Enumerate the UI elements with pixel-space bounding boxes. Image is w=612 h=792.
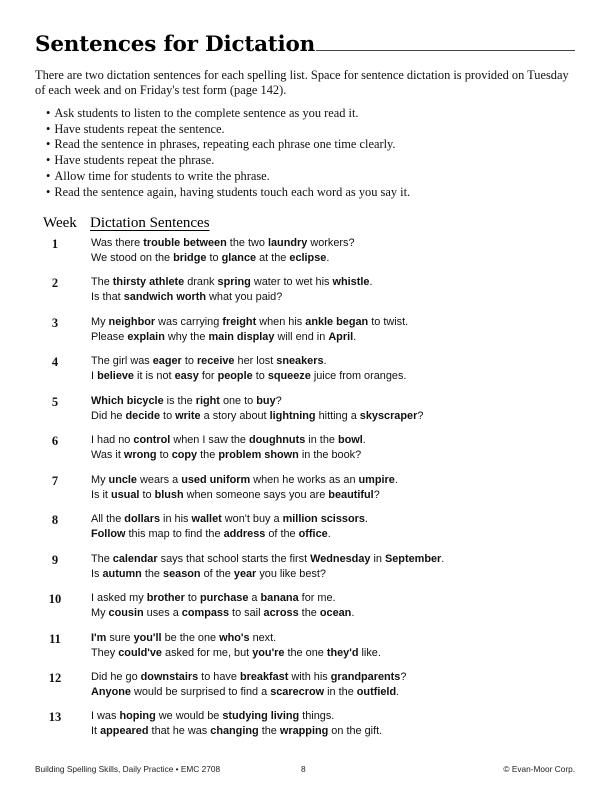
instruction-item: • Have students repeat the phrase.	[46, 153, 576, 169]
spelling-word: problem shown	[218, 449, 299, 462]
sentence-text: Is	[91, 567, 103, 580]
footer-book-title: Building Spelling Skills, Daily Practice • EMC 2708	[35, 764, 221, 774]
sentence-text: why the	[164, 330, 209, 343]
sentence-text: like.	[358, 646, 381, 659]
spelling-word: changing	[210, 725, 259, 738]
instruction-item: • Read the sentence again, having students touch each word as you say it.	[46, 185, 576, 201]
intro-paragraph: There are two dictation sentences for each spelling list. Space for sentence dictation is provided on Tuesday of each week and on Friday's test form (page 142).	[35, 68, 569, 97]
spelling-word: Anyone	[91, 685, 131, 698]
spelling-word: glance	[221, 252, 257, 264]
sentence-text: of the	[265, 528, 299, 541]
spelling-word: sandwich worth	[123, 291, 206, 304]
spelling-word: uncle	[108, 473, 137, 486]
sentence-text: says that school starts the first	[157, 552, 311, 565]
sentence-text: .	[364, 513, 368, 526]
spelling-word: right	[195, 394, 220, 407]
sentence-text: drank	[184, 276, 218, 289]
dictation-sentence	[91, 409, 591, 425]
sentence-text: .	[369, 276, 373, 289]
sentence-text: at the	[256, 252, 290, 264]
sentence-text: sure	[106, 631, 134, 644]
sentence-text: to have	[198, 670, 240, 683]
sentence-text: .	[441, 552, 445, 565]
sentence-text: ?	[400, 670, 407, 683]
week-number: 13	[48, 710, 62, 725]
spelling-word: breakfast	[239, 670, 289, 683]
dictation-sentence	[91, 275, 591, 291]
sentence-text: when someone says you are	[183, 488, 329, 501]
dictation-sentence	[91, 685, 591, 701]
sentence-text: I had no	[91, 434, 134, 447]
dictation-sentence	[91, 354, 591, 370]
sentence-text: the	[258, 725, 280, 738]
footer-page-number: 8	[301, 764, 306, 774]
sentence-text: in the book?	[298, 449, 362, 462]
spelling-word: April	[328, 330, 354, 343]
sentence-text: to	[139, 488, 155, 501]
sentence-text: for me.	[298, 592, 336, 605]
spelling-word: squeeze	[267, 370, 311, 383]
sentence-text: when he works as an	[250, 473, 359, 486]
sentence-text: wears a	[137, 473, 182, 486]
sentence-text: hitting a	[315, 409, 360, 422]
sentence-text: .	[326, 252, 330, 264]
spelling-word: grandparents	[330, 670, 401, 683]
table-row	[0, 473, 612, 507]
spelling-word: scarecrow	[270, 685, 325, 698]
sentence-text: .	[396, 685, 400, 698]
spelling-word: laundry	[267, 237, 308, 249]
sentence-text: was carrying	[155, 315, 223, 328]
spelling-word: main display	[208, 330, 275, 343]
spelling-word: whistle	[332, 276, 370, 289]
week-number: 8	[51, 513, 59, 528]
sentence-text: her lost	[234, 355, 277, 368]
spelling-word: skyscraper	[359, 409, 418, 422]
sentence-text: a story about	[200, 409, 270, 422]
sentence-text: asked for me, but	[162, 646, 253, 659]
dictation-sentence	[91, 330, 591, 346]
sentence-text: Was there	[91, 237, 144, 249]
sentence-text: things.	[299, 710, 335, 723]
spelling-word: appeared	[100, 725, 149, 738]
sentence-text: The girl was	[91, 355, 153, 368]
dictation-sentence	[91, 512, 591, 528]
spelling-word: freight	[222, 315, 257, 328]
spelling-word: sneakers	[276, 355, 324, 368]
sentence-text: the	[141, 567, 164, 580]
dictation-sentence	[91, 448, 591, 464]
dictation-sentence	[91, 473, 591, 489]
sentence-text: We stood on the	[91, 252, 174, 264]
spelling-word: explain	[127, 330, 165, 343]
table-row	[0, 236, 612, 270]
sentence-text: the two	[226, 237, 268, 249]
spelling-word: people	[217, 370, 253, 383]
sentence-text: to	[160, 409, 176, 422]
week-number: 11	[49, 631, 61, 646]
week-number: 3	[51, 315, 59, 330]
spelling-word: believe	[97, 370, 134, 383]
spelling-word: thirsty athlete	[112, 276, 185, 289]
sentence-text: .	[327, 528, 331, 541]
sentence-text: the	[298, 607, 320, 620]
dictation-sentence	[91, 724, 591, 740]
dictation-sentence	[91, 567, 591, 583]
dictation-sentence	[91, 290, 591, 306]
spelling-word: Which bicycle	[91, 394, 164, 407]
dictation-sentence	[91, 488, 591, 504]
table-row	[0, 315, 612, 349]
week-number: 12	[48, 670, 62, 685]
spelling-word: lightning	[269, 409, 316, 422]
sentence-text: My	[91, 607, 109, 620]
sentence-text: ?	[275, 394, 282, 407]
sentence-text: we would be	[155, 710, 223, 723]
week-number: 10	[48, 592, 62, 607]
dictation-sentence	[91, 527, 591, 543]
table-row	[0, 354, 612, 388]
dictation-sentence	[91, 709, 591, 725]
dictation-sentence	[91, 394, 591, 410]
sentence-text: in his	[160, 513, 192, 526]
spelling-word: season	[163, 567, 201, 580]
spelling-word: could've	[118, 646, 162, 659]
spelling-word: spring	[217, 276, 251, 289]
dictation-sentence	[91, 646, 591, 662]
sentence-text: for	[198, 370, 218, 383]
sentence-text: The	[91, 276, 113, 289]
spelling-word: wrong	[123, 449, 157, 462]
table-row	[0, 670, 612, 704]
sentence-text: the	[197, 449, 219, 462]
spelling-word: calendar	[112, 552, 158, 565]
title-row	[35, 32, 575, 62]
dictation-sentence	[91, 552, 591, 568]
sentence-text: in the	[324, 685, 357, 698]
page-title: Sentences for Dictation	[35, 32, 316, 57]
week-number: 7	[51, 473, 59, 488]
spelling-word: decide	[125, 409, 161, 422]
sentence-text: the one	[284, 646, 327, 659]
sentence-text: you like best?	[256, 567, 326, 580]
table-row	[0, 433, 612, 467]
sentence-text: My	[91, 315, 109, 328]
sentence-text: one to	[219, 394, 257, 407]
spelling-word: easy	[174, 370, 199, 383]
spelling-word: compass	[181, 607, 230, 620]
dictation-sentence	[91, 236, 591, 252]
spelling-word: you're	[252, 646, 285, 659]
spelling-word: they'd	[326, 646, 359, 659]
sentence-text: Did he go	[91, 670, 141, 683]
spelling-word: Follow	[91, 528, 126, 541]
sentence-text: to	[252, 370, 268, 383]
sentence-text: workers?	[307, 237, 355, 249]
table-row	[0, 591, 612, 625]
week-column-header: Week	[43, 215, 77, 231]
spelling-word: address	[223, 528, 266, 541]
sentence-text: a	[248, 592, 261, 605]
table-row	[0, 552, 612, 586]
instruction-item: • Have students repeat the sentence.	[46, 122, 576, 138]
spelling-word: dollars	[124, 513, 161, 526]
sentence-text: It	[91, 725, 101, 738]
spelling-word: brother	[146, 592, 185, 605]
spelling-word: neighbor	[108, 315, 156, 328]
sentence-text: water to wet his	[250, 276, 333, 289]
spelling-word: office	[298, 528, 328, 541]
spelling-word: September	[384, 552, 442, 565]
sentence-text: to	[206, 252, 222, 264]
sentence-text: They	[91, 646, 119, 659]
spelling-word: doughnuts	[249, 434, 306, 447]
instruction-item: • Ask students to listen to the complete sentence as you read it.	[46, 106, 576, 122]
spelling-word: you'll	[133, 631, 162, 644]
sentence-text: of the	[200, 567, 234, 580]
dictation-sentence	[91, 606, 591, 622]
sentence-text: I asked my	[91, 592, 147, 605]
spelling-word: eager	[152, 355, 182, 368]
table-row	[0, 709, 612, 743]
table-row	[0, 512, 612, 546]
sentence-text: next.	[249, 631, 277, 644]
spelling-word: beautiful	[328, 488, 374, 501]
sentence-text: will end in	[274, 330, 329, 343]
sentence-text: what you paid?	[206, 291, 283, 304]
sentence-text: in the	[305, 434, 338, 447]
spelling-word: wrapping	[279, 725, 329, 738]
dictation-sentence	[91, 591, 591, 607]
spelling-word: cousin	[108, 607, 144, 620]
sentences-column-header: Dictation Sentences	[90, 215, 210, 231]
sentence-text: when I saw the	[170, 434, 249, 447]
sentence-text: won't buy a	[221, 513, 283, 526]
instruction-item: • Read the sentence in phrases, repeating each phrase one time clearly.	[46, 137, 576, 153]
sentence-text: ?	[373, 488, 380, 501]
sentence-text: Did he	[91, 409, 126, 422]
spelling-word: purchase	[199, 592, 249, 605]
spelling-word: studying living	[222, 710, 300, 723]
spelling-word: ocean	[319, 607, 352, 620]
spelling-word: year	[233, 567, 257, 580]
table-row	[0, 394, 612, 428]
table-row	[0, 275, 612, 309]
sentence-text: Please	[91, 330, 128, 343]
sentence-text: I	[91, 370, 98, 383]
dictation-sentence	[91, 251, 591, 267]
spelling-word: Wednesday	[310, 552, 371, 565]
sentence-text: to	[156, 449, 172, 462]
sentence-text: .	[323, 355, 327, 368]
spelling-word: write	[175, 409, 201, 422]
sentence-text: uses a	[143, 607, 182, 620]
spelling-word: usual	[110, 488, 140, 501]
spelling-word: downstairs	[140, 670, 199, 683]
sentence-text: when his	[256, 315, 306, 328]
spelling-word: copy	[171, 449, 198, 462]
spelling-word: who's	[219, 631, 250, 644]
sentence-text: be the one	[161, 631, 220, 644]
spelling-word: across	[263, 607, 299, 620]
title-rule	[316, 50, 575, 51]
spelling-word: I'm	[91, 631, 107, 644]
spelling-word: umpire	[358, 473, 395, 486]
sentence-text: would be surprised to find a	[130, 685, 271, 698]
sentence-text: juice from oranges.	[310, 370, 407, 383]
spelling-word: bridge	[173, 252, 207, 264]
spelling-word: banana	[260, 592, 299, 605]
sentence-text: My	[91, 473, 109, 486]
sentence-text: on the gift.	[328, 725, 383, 738]
spelling-word: eclipse	[289, 252, 327, 264]
sentence-text: ?	[417, 409, 424, 422]
sentence-text: .	[353, 330, 357, 343]
spelling-word: control	[133, 434, 171, 447]
spelling-word: autumn	[102, 567, 142, 580]
sentence-text: to	[184, 592, 200, 605]
sentence-text: Is it	[91, 488, 111, 501]
sentence-text: to sail	[229, 607, 264, 620]
dictation-sentence	[91, 670, 591, 686]
sentence-text: .	[394, 473, 398, 486]
week-number: 9	[51, 552, 59, 567]
spelling-word: wallet	[191, 513, 222, 526]
dictation-sentence	[91, 369, 591, 385]
instruction-list	[46, 106, 576, 200]
sentence-text: in	[370, 552, 385, 565]
dictation-sentence	[91, 631, 591, 647]
sentence-text: this map to find the	[125, 528, 224, 541]
sentence-text: The	[91, 552, 113, 565]
week-number: 1	[51, 237, 59, 251]
sentence-text: Is that	[91, 291, 124, 304]
sentence-text: .	[362, 434, 366, 447]
week-number: 6	[51, 434, 59, 449]
sentence-text: Was it	[91, 449, 124, 462]
spelling-word: outfield	[356, 685, 397, 698]
spelling-word: trouble between	[143, 237, 227, 249]
spelling-word: ankle began	[305, 315, 369, 328]
week-number: 2	[51, 276, 59, 291]
sentence-text: .	[351, 607, 355, 620]
sentence-text: to twist.	[368, 315, 409, 328]
dictation-sentence	[91, 433, 591, 449]
spelling-word: blush	[154, 488, 184, 501]
sentence-text: I was	[91, 710, 120, 723]
week-number: 5	[51, 394, 59, 409]
spelling-word: million scissors	[282, 513, 365, 526]
sentence-text: with his	[288, 670, 331, 683]
sentence-text: to	[181, 355, 197, 368]
spelling-word: buy	[256, 394, 276, 407]
footer-copyright: © Evan-Moor Corp.	[503, 764, 575, 774]
spelling-word: hoping	[119, 710, 156, 723]
sentence-text: All the	[91, 513, 125, 526]
dictation-sentence	[91, 315, 591, 331]
instruction-item: • Allow time for students to write the phrase.	[46, 169, 576, 185]
spelling-word: used uniform	[181, 473, 251, 486]
spelling-word: bowl	[337, 434, 363, 447]
spelling-word: receive	[196, 355, 235, 368]
week-number: 4	[51, 355, 59, 370]
sentence-text: that he was	[148, 725, 211, 738]
table-row	[0, 631, 612, 665]
sentence-text: is the	[163, 394, 196, 407]
sentence-text: it is not	[134, 370, 175, 383]
